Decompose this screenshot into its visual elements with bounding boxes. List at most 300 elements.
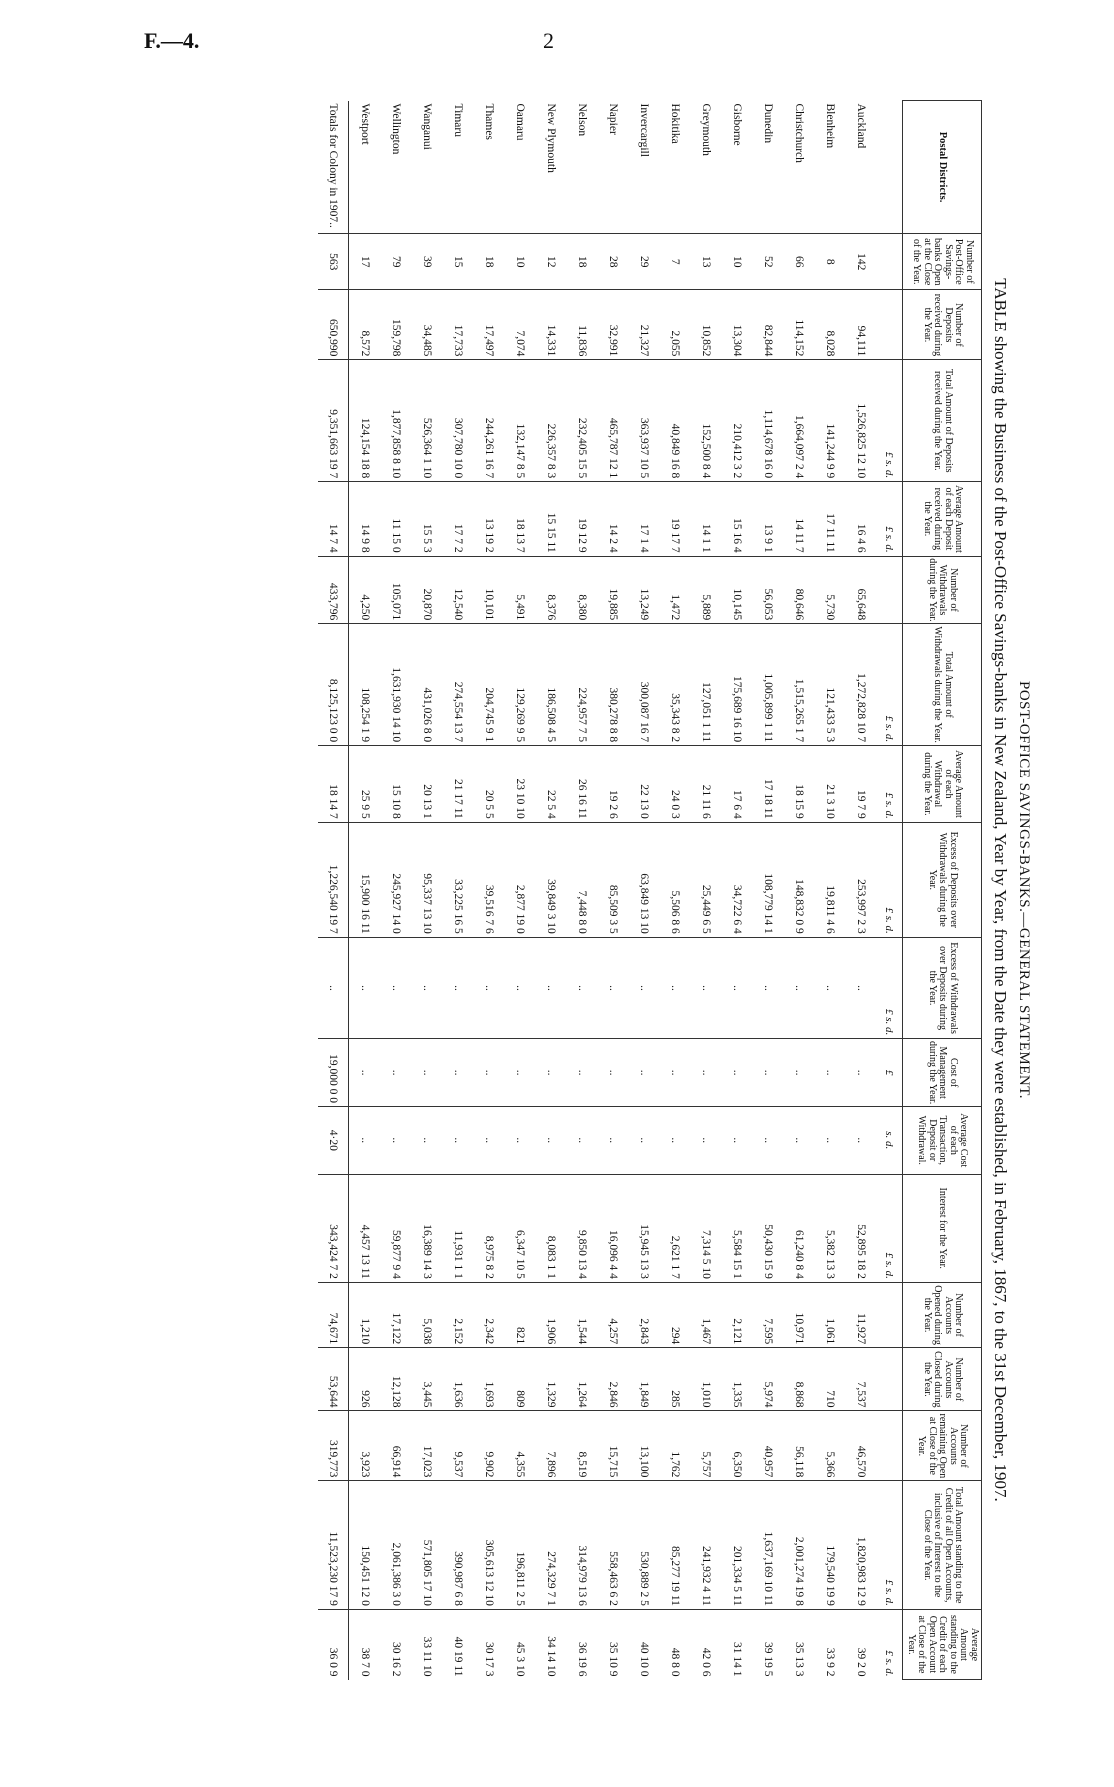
withdrawal-average-cell: 26 16 11: [567, 746, 598, 823]
deposit-average-cell: 14 1 1: [691, 482, 722, 556]
table-row: [474, 101, 505, 1680]
average-cost-cell: ..: [815, 1106, 846, 1174]
excess-withdrawals-cell: ..: [381, 937, 412, 1039]
closed-cell: 1,693: [474, 1348, 505, 1411]
remaining-cell: 66,914: [381, 1411, 412, 1481]
withdrawal-average-cell: 19 2 6: [598, 746, 629, 823]
opened-cell: 2,121: [722, 1282, 753, 1347]
deposit-average-cell: 19 12 9: [567, 482, 598, 556]
withdrawal-average-cell: 21 3 10: [815, 746, 846, 823]
unit-cell: £: [877, 1039, 904, 1107]
totals-row: [319, 101, 350, 1680]
withdrawal-amount-cell: 175,689 16 10: [722, 624, 753, 746]
remaining-cell: 46,570: [846, 1411, 877, 1481]
totals-cell: 9,351,663 19 7: [319, 360, 350, 482]
table-row: [784, 101, 815, 1680]
excess-deposits-cell: 95,337 13 10: [412, 822, 443, 937]
interest-cell: 9,850 13 4: [567, 1174, 598, 1282]
district-cell: Gisborne: [731, 103, 743, 146]
withdrawal-average-cell: 24 0 3: [660, 746, 691, 823]
average-credit-cell: 35 10 9: [598, 1609, 629, 1679]
interest-cell: 7,314 5 10: [691, 1174, 722, 1282]
average-cost-cell: ..: [349, 1106, 381, 1174]
total-credit-cell: 390,987 6 8: [443, 1481, 474, 1610]
district-cell: Auckland: [855, 103, 867, 149]
deposit-average-cell: 19 17 7: [660, 482, 691, 556]
opened-cell: 294: [660, 1282, 691, 1347]
excess-deposits-cell: 25,449 6 5: [691, 822, 722, 937]
totals-cell: 650,990: [319, 290, 350, 360]
closed-cell: 710: [815, 1348, 846, 1411]
excess-withdrawals-cell: ..: [349, 937, 381, 1039]
deposit-average-cell: 14 11 7: [784, 482, 815, 556]
closed-cell: 926: [349, 1348, 381, 1411]
banks-cell: 10: [722, 234, 753, 290]
cost-cell: ..: [815, 1039, 846, 1107]
deposits-cell: 8,572: [349, 290, 381, 360]
excess-withdrawals-cell: ..: [443, 937, 474, 1039]
banks-cell: 18: [474, 234, 505, 290]
average-credit-cell: 39 19 5: [753, 1609, 784, 1679]
table-row: [567, 101, 598, 1680]
total-credit-cell: 150,451 12 0: [349, 1481, 381, 1610]
unit-cell: [877, 1348, 904, 1411]
withdrawal-amount-cell: 35,343 8 2: [660, 624, 691, 746]
table-row: [691, 101, 722, 1680]
withdrawals-cell: 19,885: [598, 556, 629, 624]
excess-withdrawals-cell: ..: [691, 937, 722, 1039]
average-cost-cell: ..: [598, 1106, 629, 1174]
remaining-cell: 9,537: [443, 1411, 474, 1481]
totals-cell: 18 14 7: [319, 746, 350, 823]
table-row: [598, 101, 629, 1680]
deposit-amount-cell: 363,937 10 5: [629, 360, 660, 482]
excess-withdrawals-cell: ..: [412, 937, 443, 1039]
excess-deposits-cell: 253,997 2 3: [846, 822, 877, 937]
savings-bank-table: [319, 100, 983, 1680]
average-credit-cell: 48 8 0: [660, 1609, 691, 1679]
interest-cell: 5,382 13 3: [815, 1174, 846, 1282]
excess-withdrawals-cell: ..: [567, 937, 598, 1039]
unit-cell: £ s. d.: [877, 822, 904, 937]
table-row: [536, 101, 567, 1680]
deposit-average-cell: 16 4 6: [846, 482, 877, 556]
deposits-cell: 34,485: [412, 290, 443, 360]
average-cost-cell: ..: [443, 1106, 474, 1174]
totals-cell: 11,523,230 17 9: [319, 1481, 350, 1610]
col-header-remaining: Number of Accounts remaining Open at Close of the Year.: [903, 1411, 982, 1481]
average-cost-cell: ..: [691, 1106, 722, 1174]
remaining-cell: 5,366: [815, 1411, 846, 1481]
deposit-amount-cell: 232,405 15 5: [567, 360, 598, 482]
excess-withdrawals-cell: ..: [536, 937, 567, 1039]
excess-withdrawals-cell: ..: [722, 937, 753, 1039]
deposit-amount-cell: 226,357 8 3: [536, 360, 567, 482]
table-row: [505, 101, 536, 1680]
closed-cell: 1,264: [567, 1348, 598, 1411]
opened-cell: 1,467: [691, 1282, 722, 1347]
banks-cell: 7: [660, 234, 691, 290]
average-credit-cell: 33 9 2: [815, 1609, 846, 1679]
totals-cell: 563: [319, 234, 350, 290]
banks-cell: 28: [598, 234, 629, 290]
table-row: [443, 101, 474, 1680]
interest-cell: 11,931 1 1: [443, 1174, 474, 1282]
cost-cell: ..: [567, 1039, 598, 1107]
deposit-average-cell: 11 15 0: [381, 482, 412, 556]
interest-cell: 52,895 18 2: [846, 1174, 877, 1282]
interest-cell: 61,240 8 4: [784, 1174, 815, 1282]
totals-cell: 319,773: [319, 1411, 350, 1481]
cost-cell: ..: [784, 1039, 815, 1107]
withdrawal-amount-cell: 274,554 13 7: [443, 624, 474, 746]
withdrawals-cell: 4,250: [349, 556, 381, 624]
cost-cell: ..: [722, 1039, 753, 1107]
deposits-cell: 13,304: [722, 290, 753, 360]
banks-cell: 39: [412, 234, 443, 290]
opened-cell: 2,342: [474, 1282, 505, 1347]
closed-cell: 809: [505, 1348, 536, 1411]
remaining-cell: 17,023: [412, 1411, 443, 1481]
withdrawal-average-cell: 25 9 5: [349, 746, 381, 823]
district-cell: New Plymouth: [545, 103, 557, 173]
unit-cell: [877, 290, 904, 360]
withdrawals-cell: 80,646: [784, 556, 815, 624]
remaining-cell: 5,757: [691, 1411, 722, 1481]
cost-cell: ..: [846, 1039, 877, 1107]
deposit-amount-cell: 132,147 8 5: [505, 360, 536, 482]
district-cell: Wanganui: [421, 103, 433, 150]
table-row: [660, 101, 691, 1680]
deposit-amount-cell: 152,500 8 4: [691, 360, 722, 482]
average-cost-cell: ..: [846, 1106, 877, 1174]
unit-cell: £ s. d.: [877, 746, 904, 823]
average-credit-cell: 30 17 3: [474, 1609, 505, 1679]
withdrawals-cell: 5,491: [505, 556, 536, 624]
total-credit-cell: 179,540 19 9: [815, 1481, 846, 1610]
average-credit-cell: 38 7 0: [349, 1609, 381, 1679]
excess-withdrawals-cell: ..: [474, 937, 505, 1039]
unit-cell: £ s. d.: [877, 1174, 904, 1282]
unit-cell: [877, 1282, 904, 1347]
deposit-average-cell: 15 15 11: [536, 482, 567, 556]
deposits-cell: 11,836: [567, 290, 598, 360]
banks-cell: 142: [846, 234, 877, 290]
average-credit-cell: 35 13 3: [784, 1609, 815, 1679]
deposits-cell: 114,152: [784, 290, 815, 360]
remaining-cell: 1,762: [660, 1411, 691, 1481]
col-header-excess-withdrawals: Excess of Withdrawals over Deposits during the Year.: [903, 937, 982, 1039]
withdrawals-cell: 20,870: [412, 556, 443, 624]
excess-deposits-cell: 33,225 16 5: [443, 822, 474, 937]
withdrawals-cell: 1,472: [660, 556, 691, 624]
deposits-cell: 82,844: [753, 290, 784, 360]
district-cell: Westport: [349, 101, 381, 234]
average-cost-cell: ..: [660, 1106, 691, 1174]
cost-cell: ..: [381, 1039, 412, 1107]
cost-cell: ..: [629, 1039, 660, 1107]
interest-cell: 59,877 9 4: [381, 1174, 412, 1282]
total-credit-cell: 558,463 6 2: [598, 1481, 629, 1610]
opened-cell: 2,152: [443, 1282, 474, 1347]
withdrawals-cell: 5,889: [691, 556, 722, 624]
col-header-average-credit: Average Amount standing to the Credit of each Open Account at Close of the Year.: [903, 1609, 982, 1679]
banks-cell: 13: [691, 234, 722, 290]
closed-cell: 2,846: [598, 1348, 629, 1411]
withdrawal-average-cell: 20 13 1: [412, 746, 443, 823]
totals-cell: 14 7 4: [319, 482, 350, 556]
excess-withdrawals-cell: ..: [846, 937, 877, 1039]
excess-deposits-cell: 148,832 0 9: [784, 822, 815, 937]
withdrawal-average-cell: 17 18 11: [753, 746, 784, 823]
excess-withdrawals-cell: ..: [660, 937, 691, 1039]
total-credit-cell: 2,061,386 3 0: [381, 1481, 412, 1610]
total-credit-cell: 274,329 7 1: [536, 1481, 567, 1610]
unit-cell: [877, 1411, 904, 1481]
district-cell: Oamaru: [514, 103, 526, 141]
interest-cell: 50,430 15 9: [753, 1174, 784, 1282]
withdrawals-cell: 5,730: [815, 556, 846, 624]
interest-cell: 4,457 13 11: [349, 1174, 381, 1282]
deposits-cell: 21,327: [629, 290, 660, 360]
opened-cell: 1,906: [536, 1282, 567, 1347]
withdrawal-average-cell: 15 10 8: [381, 746, 412, 823]
statement-title: POST-OFFICE SAVINGS-BANKS.—GENERAL STATEMENT.: [1016, 680, 1032, 1099]
excess-withdrawals-cell: ..: [629, 937, 660, 1039]
deposit-amount-cell: 465,787 12 1: [598, 360, 629, 482]
col-header-cost: Cost of Management during the Year.: [903, 1039, 982, 1107]
remaining-cell: 7,896: [536, 1411, 567, 1481]
unit-cell: £ s. d.: [877, 482, 904, 556]
district-cell: Wellington: [390, 103, 402, 155]
remaining-cell: 3,923: [349, 1411, 381, 1481]
totals-cell: 1,226,540 19 7: [319, 822, 350, 937]
withdrawal-amount-cell: 1,515,265 1 7: [784, 624, 815, 746]
average-cost-cell: ..: [474, 1106, 505, 1174]
totals-cell: 4·20: [319, 1106, 350, 1174]
district-cell: Napier: [607, 103, 619, 135]
remaining-cell: 4,355: [505, 1411, 536, 1481]
excess-withdrawals-cell: ..: [753, 937, 784, 1039]
closed-cell: 8,868: [784, 1348, 815, 1411]
deposits-cell: 8,028: [815, 290, 846, 360]
col-header-deposit-average: Average Amount of each Deposit received during the Year.: [903, 482, 982, 556]
col-header-district: Postal Districts.: [903, 101, 982, 234]
closed-cell: 1,329: [536, 1348, 567, 1411]
deposits-cell: 159,798: [381, 290, 412, 360]
withdrawals-cell: 10,145: [722, 556, 753, 624]
withdrawal-average-cell: 20 5 5: [474, 746, 505, 823]
banks-cell: 12: [536, 234, 567, 290]
deposit-average-cell: 13 9 1: [753, 482, 784, 556]
opened-cell: 5,038: [412, 1282, 443, 1347]
totals-label: Totals for Colony in 1907..: [319, 101, 350, 234]
withdrawal-amount-cell: 108,254 1 9: [349, 624, 381, 746]
excess-deposits-cell: 108,779 14 1: [753, 822, 784, 937]
remaining-cell: 9,902: [474, 1411, 505, 1481]
cost-cell: ..: [474, 1039, 505, 1107]
col-header-interest: Interest for the Year.: [903, 1174, 982, 1282]
withdrawal-amount-cell: 224,957 7 5: [567, 624, 598, 746]
average-cost-cell: ..: [412, 1106, 443, 1174]
excess-deposits-cell: 34,722 6 4: [722, 822, 753, 937]
banks-cell: 17: [349, 234, 381, 290]
unit-cell: [877, 556, 904, 624]
cost-cell: ..: [598, 1039, 629, 1107]
excess-withdrawals-cell: ..: [598, 937, 629, 1039]
deposit-amount-cell: 1,114,678 16 0: [753, 360, 784, 482]
interest-cell: 2,621 1 7: [660, 1174, 691, 1282]
unit-cell: £ s. d.: [877, 624, 904, 746]
banks-cell: 15: [443, 234, 474, 290]
total-credit-cell: 201,334 5 11: [722, 1481, 753, 1610]
average-cost-cell: ..: [629, 1106, 660, 1174]
excess-deposits-cell: 7,448 8 0: [567, 822, 598, 937]
remaining-cell: 6,350: [722, 1411, 753, 1481]
excess-withdrawals-cell: ..: [815, 937, 846, 1039]
interest-cell: 16,389 14 3: [412, 1174, 443, 1282]
totals-cell: 74,671: [319, 1282, 350, 1347]
banks-cell: 66: [784, 234, 815, 290]
remaining-cell: 56,118: [784, 1411, 815, 1481]
unit-cell: s. d.: [877, 1106, 904, 1174]
excess-withdrawals-cell: ..: [505, 937, 536, 1039]
interest-cell: 8,975 8 2: [474, 1174, 505, 1282]
header-row: [903, 101, 982, 1680]
average-credit-cell: 33 11 10: [412, 1609, 443, 1679]
withdrawals-cell: 56,053: [753, 556, 784, 624]
table-row: [381, 101, 412, 1680]
average-credit-cell: 34 14 10: [536, 1609, 567, 1679]
remaining-cell: 40,957: [753, 1411, 784, 1481]
withdrawal-amount-cell: 431,026 8 0: [412, 624, 443, 746]
cost-cell: ..: [660, 1039, 691, 1107]
deposits-cell: 2,055: [660, 290, 691, 360]
rotated-table-page: [172, 100, 1032, 1680]
total-credit-cell: 2,001,274 19 8: [784, 1481, 815, 1610]
totals-cell: 433,796: [319, 556, 350, 624]
opened-cell: 1,061: [815, 1282, 846, 1347]
withdrawal-average-cell: 19 7 9: [846, 746, 877, 823]
excess-deposits-cell: 2,877 19 0: [505, 822, 536, 937]
totals-cell: 36 0 9: [319, 1609, 350, 1679]
total-credit-cell: 241,932 4 11: [691, 1481, 722, 1610]
withdrawals-cell: 10,101: [474, 556, 505, 624]
closed-cell: 1,335: [722, 1348, 753, 1411]
interest-cell: 8,083 1 1: [536, 1174, 567, 1282]
totals-cell: 19,000 0 0: [319, 1039, 350, 1107]
deposit-average-cell: 14 9 8: [349, 482, 381, 556]
deposit-amount-cell: 124,154 18 8: [349, 360, 381, 482]
banks-cell: 8: [815, 234, 846, 290]
average-credit-cell: 42 0 6: [691, 1609, 722, 1679]
excess-deposits-cell: 19,811 4 6: [815, 822, 846, 937]
total-credit-cell: 1,820,983 12 9: [846, 1481, 877, 1610]
deposit-average-cell: 13 19 2: [474, 482, 505, 556]
cost-cell: ..: [753, 1039, 784, 1107]
opened-cell: 1,210: [349, 1282, 381, 1347]
interest-cell: 5,584 15 1: [722, 1174, 753, 1282]
page-reference: F.—4.: [144, 28, 200, 53]
banks-cell: 29: [629, 234, 660, 290]
closed-cell: 1,636: [443, 1348, 474, 1411]
excess-deposits-cell: 245,927 14 0: [381, 822, 412, 937]
unit-cell: [877, 234, 904, 290]
average-credit-cell: 39 2 0: [846, 1609, 877, 1679]
excess-deposits-cell: 85,509 3 5: [598, 822, 629, 937]
deposit-amount-cell: 1,877,858 8 10: [381, 360, 412, 482]
withdrawal-amount-cell: 186,508 4 5: [536, 624, 567, 746]
closed-cell: 5,974: [753, 1348, 784, 1411]
district-cell: Invercargill: [638, 103, 650, 157]
total-credit-cell: 314,979 13 6: [567, 1481, 598, 1610]
withdrawal-average-cell: 18 15 9: [784, 746, 815, 823]
table-row: [629, 101, 660, 1680]
unit-cell: [877, 101, 904, 234]
average-credit-cell: 40 19 11: [443, 1609, 474, 1679]
col-header-opened: Number of Accounts Opened during the Year.: [903, 1282, 982, 1347]
cost-cell: ..: [536, 1039, 567, 1107]
withdrawals-cell: 65,648: [846, 556, 877, 624]
average-cost-cell: ..: [567, 1106, 598, 1174]
district-cell: Christchurch: [793, 103, 805, 163]
deposit-average-cell: 17 7 2: [443, 482, 474, 556]
average-credit-cell: 40 10 0: [629, 1609, 660, 1679]
interest-cell: 6,347 10 5: [505, 1174, 536, 1282]
deposit-amount-cell: 210,412 3 2: [722, 360, 753, 482]
remaining-cell: 8,519: [567, 1411, 598, 1481]
table-row: [722, 101, 753, 1680]
district-cell: Blenheim: [824, 103, 836, 149]
deposit-average-cell: 17 1 4: [629, 482, 660, 556]
withdrawals-cell: 13,249: [629, 556, 660, 624]
totals-cell: ..: [319, 937, 350, 1039]
opened-cell: 17,122: [381, 1282, 412, 1347]
col-header-deposit-amount: Total Amount of Deposits received during the Year.: [903, 360, 982, 482]
table-row: [753, 101, 784, 1680]
cost-cell: ..: [691, 1039, 722, 1107]
table-row: [349, 101, 381, 1680]
excess-deposits-cell: 63,849 13 10: [629, 822, 660, 937]
total-credit-cell: 85,277 19 11: [660, 1481, 691, 1610]
excess-deposits-cell: 39,516 7 6: [474, 822, 505, 937]
closed-cell: 1,849: [629, 1348, 660, 1411]
opened-cell: 10,971: [784, 1282, 815, 1347]
deposits-cell: 17,497: [474, 290, 505, 360]
average-cost-cell: ..: [753, 1106, 784, 1174]
remaining-cell: 13,100: [629, 1411, 660, 1481]
average-cost-cell: ..: [722, 1106, 753, 1174]
col-header-closed: Number of Accounts Closed during the Year.: [903, 1348, 982, 1411]
unit-cell: £ s. d.: [877, 360, 904, 482]
withdrawal-average-cell: 23 10 10: [505, 746, 536, 823]
banks-cell: 79: [381, 234, 412, 290]
total-credit-cell: 305,613 12 10: [474, 1481, 505, 1610]
deposits-cell: 14,331: [536, 290, 567, 360]
opened-cell: 2,843: [629, 1282, 660, 1347]
deposit-amount-cell: 244,261 16 7: [474, 360, 505, 482]
total-credit-cell: 530,889 2 5: [629, 1481, 660, 1610]
col-header-total-credit: Total Amount standing to the Credit of all Open Accounts, inclusive of Interest to the Close of the Year.: [903, 1481, 982, 1610]
deposits-cell: 10,852: [691, 290, 722, 360]
deposit-average-cell: 17 11 11: [815, 482, 846, 556]
cost-cell: ..: [349, 1039, 381, 1107]
deposit-average-cell: 15 5 3: [412, 482, 443, 556]
withdrawal-average-cell: 17 6 4: [722, 746, 753, 823]
average-cost-cell: ..: [784, 1106, 815, 1174]
totals-cell: 8,125,123 0 0: [319, 624, 350, 746]
deposit-amount-cell: 141,244 9 9: [815, 360, 846, 482]
